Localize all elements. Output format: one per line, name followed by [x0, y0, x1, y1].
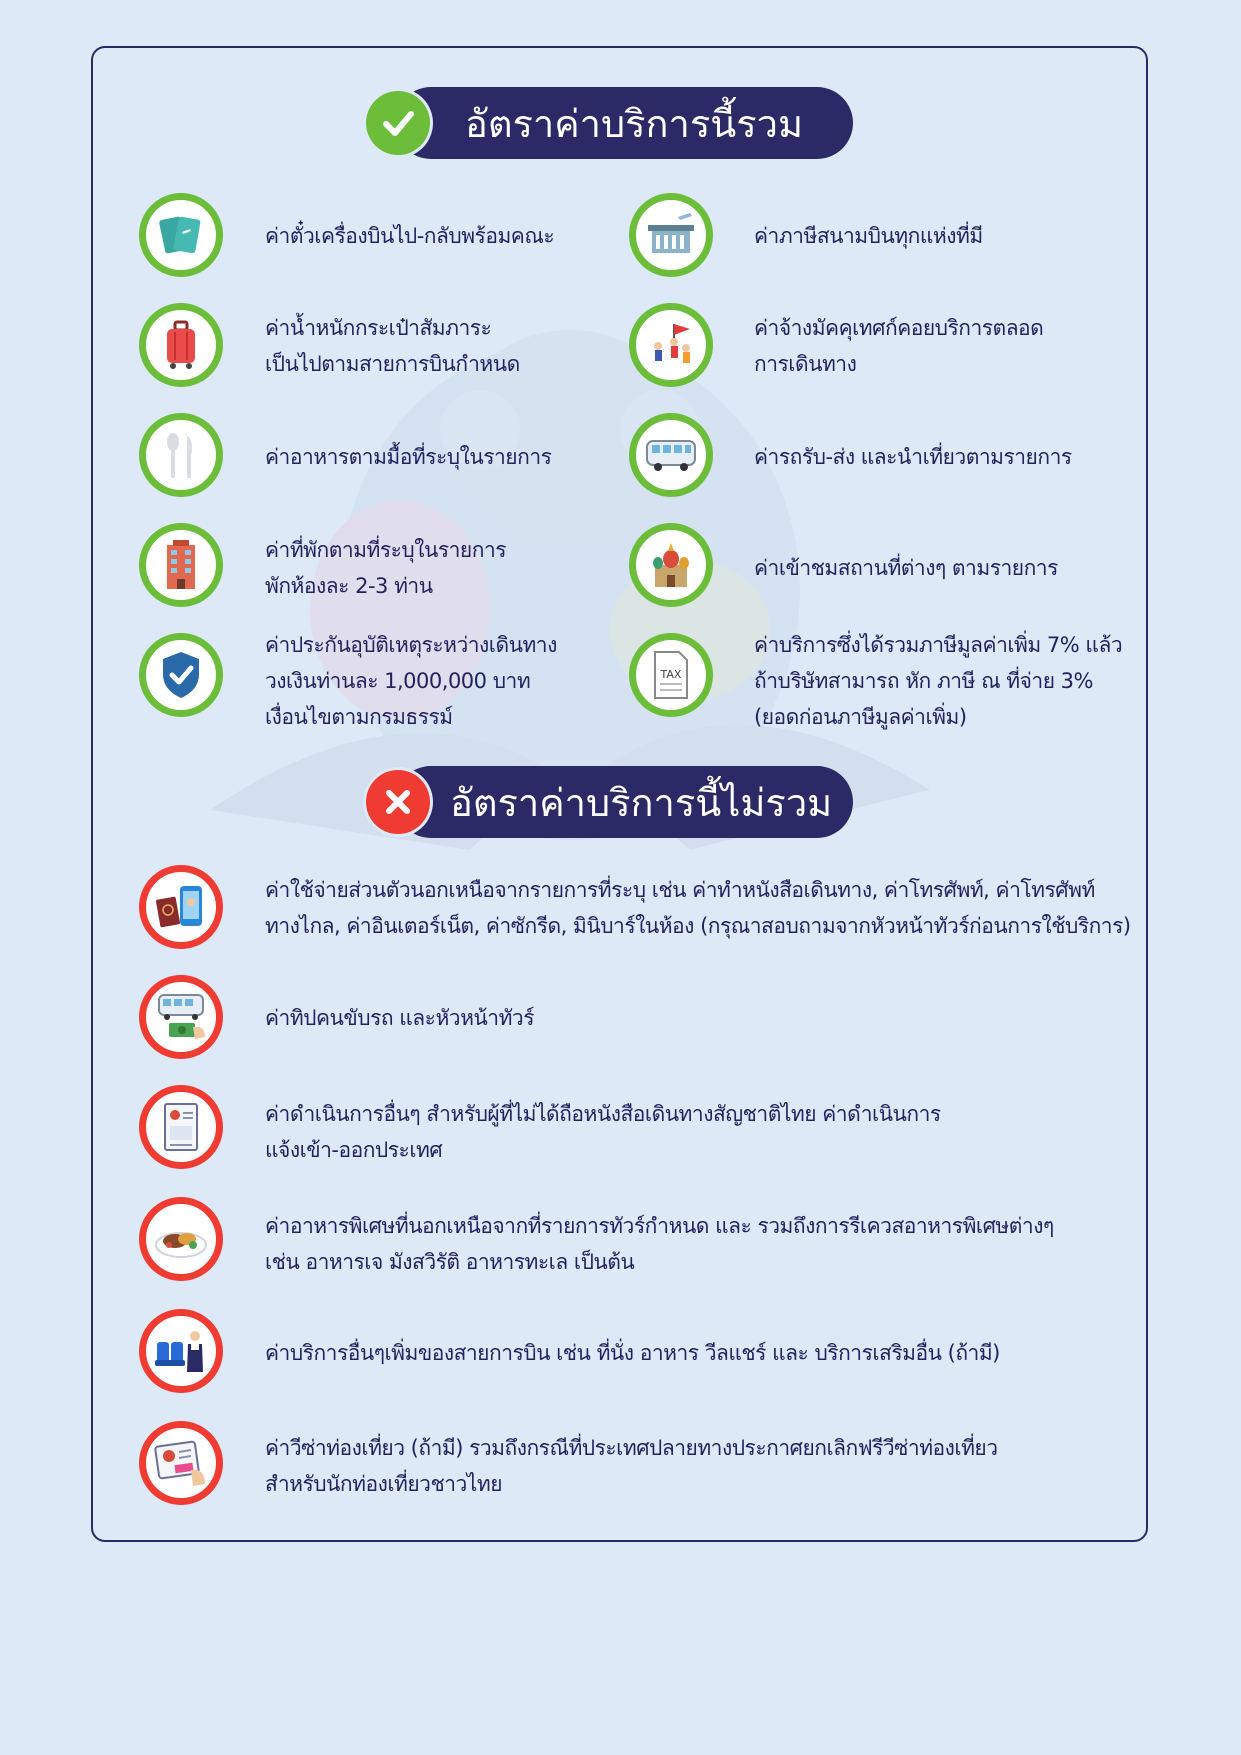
tip-icon-circle: [139, 975, 223, 1059]
item-line: วงเงินท่านละ 1,000,000 บาท: [265, 669, 531, 693]
airline-seat-icon-circle: [139, 1309, 223, 1393]
included-item-meals: [265, 439, 551, 475]
excluded-item-visa: [265, 1430, 998, 1502]
insurance-shield-icon: [159, 650, 203, 700]
item-line: ค่าวีซ่าท่องเที่ยว (ถ้ามี) รวมถึงกรณีที่ประเทศปลายทางประกาศยกเลิกฟรีวีซ่าท่องเที่ยว: [265, 1436, 998, 1460]
airport-icon: [644, 211, 698, 259]
bus-icon: [643, 435, 699, 475]
included-title: อัตราค่าบริการนี้รวม: [465, 101, 804, 146]
item-line: ค่าตั๋วเครื่องบินไป-กลับพร้อมคณะ: [265, 224, 555, 248]
tour-guide-icon-circle: [629, 303, 713, 387]
passport-phone-icon: [154, 882, 208, 932]
passport-document-icon-circle: [139, 1085, 223, 1169]
item-line: ค่าประกันอุบัติเหตุระหว่างเดินทาง: [265, 633, 557, 657]
item-line: ถ้าบริษัทสามารถ หัก ภาษี ณ ที่จ่าย 3%: [754, 669, 1093, 693]
item-line: (ยอดก่อนภาษีมูลค่าเพิ่ม): [754, 705, 967, 729]
excluded-header: [395, 766, 853, 838]
item-line: ค่าอาหารตามมื้อที่ระบุในรายการ: [265, 445, 552, 469]
item-line: ค่าจ้างมัคคุเทศก์คอยบริการตลอด: [754, 316, 1044, 340]
bus-icon-circle: [629, 413, 713, 497]
item-line: ค่าเข้าชมสถานที่ต่างๆ ตามรายการ: [754, 556, 1058, 580]
checkmark-icon: [378, 103, 418, 143]
item-line: ค่าภาษีสนามบินทุกแห่งที่มี: [754, 224, 983, 248]
visa-icon: [153, 1438, 209, 1488]
item-line: ค่าดำเนินการอื่นๆ สำหรับผู้ที่ไม่ได้ถือหนังสือเดินทางสัญชาติไทย ค่าดำเนินการ: [265, 1102, 941, 1126]
item-line: เป็นไปตามสายการบินกำหนด: [265, 352, 520, 376]
item-line: พักห้องละ 2-3 ท่าน: [265, 574, 433, 598]
included-item-ticket: [265, 218, 554, 254]
excluded-item-foreign-passport: [265, 1096, 941, 1168]
check-badge: [366, 91, 430, 155]
excluded-item-personal: [265, 872, 1131, 944]
included-item-tour-guide: [754, 310, 1043, 382]
cutlery-icon-circle: [139, 413, 223, 497]
special-meal-icon: [153, 1217, 209, 1261]
item-line: สำหรับนักท่องเที่ยวชาวไทย: [265, 1472, 503, 1496]
item-line: ค่าอาหารพิเศษที่นอกเหนือจากที่รายการทัวร์กำหนด และ รวมถึงการรีเควสอาหารพิเศษต่างๆ: [265, 1214, 1054, 1238]
cross-badge: [366, 770, 430, 834]
item-line: ค่าน้ำหนักกระเป๋าสัมภาระ: [265, 316, 492, 340]
airline-seat-icon: [153, 1326, 209, 1376]
item-line: ค่าบริการอื่นๆเพิ่มของสายการบิน เช่น ที่นั่ง อาหาร วีลแชร์ และ บริการเสริมอื่น (ถ้ามี): [265, 1341, 1000, 1365]
item-line: ค่าบริการซึ่งได้รวมภาษีมูลค่าเพิ่ม 7% แล้ว: [754, 633, 1123, 657]
included-item-airport-tax: [754, 218, 983, 254]
tax-document-icon: [651, 650, 691, 700]
hotel-icon-circle: [139, 523, 223, 607]
item-line: ทางไกล, ค่าอินเตอร์เน็ต, ค่าซักรีด, มินิบาร์ในห้อง (กรุณาสอบถามจากหัวหน้าทัวร์ก่อนการใช้บริการ): [265, 914, 1131, 938]
cutlery-icon: [161, 430, 201, 480]
item-line: ค่าที่พักตามที่ระบุในรายการ: [265, 538, 507, 562]
landmark-icon: [645, 539, 697, 591]
ticket-icon: [156, 210, 206, 260]
item-line: แจ้งเข้า-ออกประเทศ: [265, 1138, 443, 1162]
item-line: ค่าใช้จ่ายส่วนตัวนอกเหนือจากรายการที่ระบุ เช่น ค่าทำหนังสือเดินทาง, ค่าโทรศัพท์, ค่าโทรศัพท์: [265, 878, 1095, 902]
excluded-item-tips: [265, 1000, 534, 1036]
included-item-insurance: [265, 627, 557, 735]
airport-icon-circle: [629, 193, 713, 277]
included-item-entrance: [754, 550, 1058, 586]
tax-icon-circle: [629, 633, 713, 717]
visa-icon-circle: [139, 1421, 223, 1505]
svg-text:TAX: TAX: [660, 668, 682, 681]
landmark-icon-circle: [629, 523, 713, 607]
hotel-icon: [161, 539, 201, 591]
tip-bus-icon: [153, 991, 209, 1043]
passport-document-icon: [161, 1102, 201, 1152]
included-item-hotel: [265, 532, 506, 604]
item-line: ค่ารถรับ-ส่ง และนำเที่ยวตามรายการ: [754, 445, 1072, 469]
item-line: ค่าทิปคนขับรถ และหัวหน้าทัวร์: [265, 1006, 534, 1030]
luggage-icon-circle: [139, 303, 223, 387]
item-line: เช่น อาหารเจ มังสวิรัติ อาหารทะเล เป็นต้น: [265, 1250, 635, 1274]
insurance-icon-circle: [139, 633, 223, 717]
luggage-icon: [158, 320, 204, 370]
excluded-item-special-meal: [265, 1208, 1054, 1280]
special-meal-icon-circle: [139, 1197, 223, 1281]
included-item-transport: [754, 439, 1072, 475]
included-item-vat: [754, 627, 1122, 735]
excluded-item-airline-services: [265, 1335, 1000, 1371]
passport-phone-icon-circle: [139, 865, 223, 949]
tour-guide-icon: [644, 320, 698, 370]
excluded-title: อัตราค่าบริการนี้ไม่รวม: [450, 780, 833, 825]
item-line: การเดินทาง: [754, 352, 857, 376]
close-icon: [380, 784, 416, 820]
included-header: [395, 87, 853, 159]
included-item-luggage: [265, 310, 520, 382]
ticket-icon-circle: [139, 193, 223, 277]
item-line: เงื่อนไขตามกรมธรรม์: [265, 705, 453, 729]
